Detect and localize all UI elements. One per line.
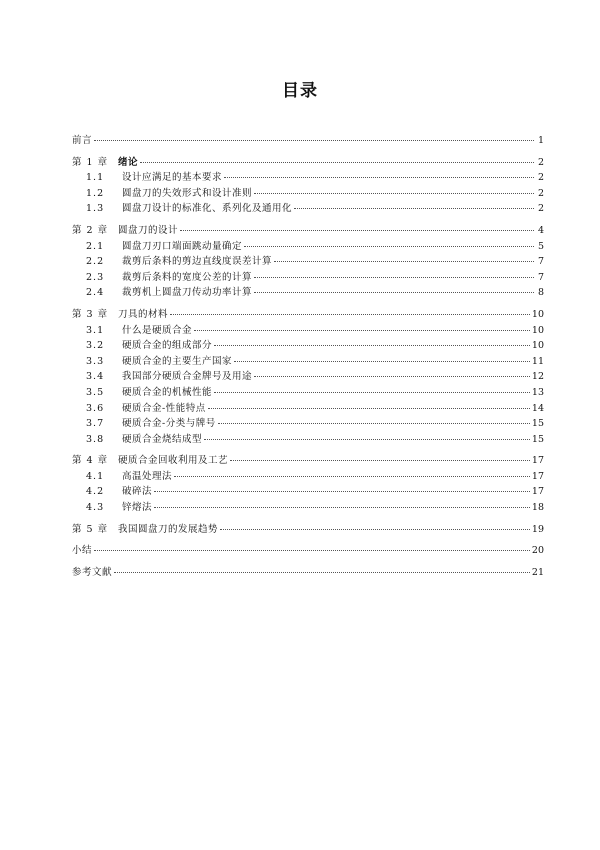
toc-entry-page-number: 8 (537, 287, 544, 299)
toc-entry-label: 设计应满足的基本要求 (122, 172, 223, 184)
toc-section-entry[interactable] (72, 285, 544, 301)
toc-dot-leader (244, 246, 534, 247)
toc-entry-page-number: 15 (531, 418, 544, 430)
toc-entry-label: 刀具的材料 (118, 308, 169, 320)
toc-entry-page-number: 10 (531, 324, 544, 336)
toc-entry-number: 3.2 (86, 340, 105, 352)
toc-entry-number: 第 1 章 (72, 156, 109, 168)
toc-entry-label: 裁剪机上圆盘刀传动功率计算 (122, 287, 253, 299)
toc-dot-leader (174, 476, 530, 477)
toc-section-entry[interactable] (72, 186, 544, 202)
toc-section-entry[interactable] (72, 369, 544, 385)
toc-entry-page-number: 1 (537, 135, 544, 146)
toc-entry-page-number: 21 (531, 566, 544, 578)
toc-section-entry[interactable] (72, 170, 544, 186)
toc-entry-label: 圆盘刀的设计 (118, 224, 179, 236)
toc-dot-leader (208, 408, 530, 409)
toc-entry-number: 1.1 (86, 172, 105, 184)
toc-entry-page-number: 17 (531, 470, 544, 482)
toc-dot-leader (140, 162, 534, 163)
toc-section-entry[interactable] (72, 385, 544, 401)
toc-dot-leader (254, 376, 530, 377)
toc-dot-leader (254, 292, 534, 293)
toc-entry-number: 第 2 章 (72, 224, 109, 236)
toc-entry-number: 4.3 (86, 502, 105, 514)
toc-section-entry[interactable] (72, 323, 544, 339)
page-title: 目录 (282, 81, 318, 101)
toc-dot-leader (94, 550, 530, 551)
toc-section-entry[interactable] (72, 254, 544, 270)
toc-entry-page-number: 17 (531, 486, 544, 498)
toc-entry-page-number: 17 (531, 455, 544, 467)
toc-entry-page-number: 2 (537, 203, 544, 215)
toc-entry-label: 硬质合金回收利用及工艺 (118, 455, 229, 467)
toc-entry-label: 硬质合金的机械性能 (122, 386, 213, 398)
toc-dot-leader (214, 345, 530, 346)
toc-entry-label: 裁剪后条料的宽度公差的计算 (122, 271, 253, 283)
toc-entry-page-number: 4 (537, 224, 544, 236)
toc-dot-leader (254, 277, 534, 278)
toc-dot-leader (230, 460, 530, 461)
toc-section-entry[interactable] (72, 201, 544, 217)
toc-section-entry[interactable] (72, 484, 544, 500)
toc-dot-leader (294, 208, 534, 209)
toc-section-entry[interactable] (72, 239, 544, 255)
toc-entry-label: 我国部分硬质合金牌号及用途 (122, 371, 253, 383)
toc-chapter-entry[interactable] (72, 223, 544, 239)
toc-chapter-entry[interactable] (72, 543, 544, 559)
toc-chapter-entry[interactable] (72, 522, 544, 538)
toc-section-entry[interactable] (72, 416, 544, 432)
toc-entry-page-number: 2 (537, 172, 544, 184)
toc-dot-leader (224, 177, 534, 178)
toc-dot-leader (214, 392, 530, 393)
toc-entry-page-number: 2 (537, 187, 544, 199)
toc-entry-label: 参考文献 (72, 566, 113, 578)
toc-chapter-entry[interactable] (72, 155, 544, 171)
toc-entry-page-number: 12 (531, 371, 544, 383)
toc-entry-page-number: 2 (537, 156, 544, 168)
toc-entry-page-number: 10 (531, 308, 544, 320)
toc-entry-page-number: 18 (531, 502, 544, 514)
toc-section-entry[interactable] (72, 354, 544, 370)
toc-dot-leader (194, 330, 530, 331)
toc-entry-label: 硬质合金的主要生产国家 (122, 355, 233, 367)
toc-dot-leader (170, 314, 530, 315)
toc-entry-number: 3.1 (86, 324, 105, 336)
table-of-contents (72, 133, 544, 580)
toc-dot-leader (114, 572, 530, 573)
toc-entry-label: 绪论 (118, 156, 139, 168)
toc-entry-label: 硬质合金-分类与牌号 (122, 418, 216, 430)
toc-entry-page-number: 11 (531, 355, 544, 367)
toc-entry-number: 1.2 (86, 187, 105, 199)
toc-dot-leader (204, 439, 530, 440)
toc-section-entry[interactable] (72, 401, 544, 417)
toc-dot-leader (220, 529, 530, 530)
toc-entry-number: 3.3 (86, 355, 105, 367)
toc-entry-number: 2.3 (86, 271, 105, 283)
toc-entry-number: 3.5 (86, 386, 105, 398)
toc-entry-number: 3.6 (86, 402, 105, 414)
toc-entry-label: 硬质合金的组成部分 (122, 340, 213, 352)
toc-section-entry[interactable] (72, 469, 544, 485)
toc-chapter-entry[interactable] (72, 565, 544, 581)
toc-section-entry[interactable] (72, 338, 544, 354)
toc-entry-number: 3.8 (86, 433, 105, 445)
toc-entry-page-number: 13 (531, 386, 544, 398)
toc-entry-label: 我国圆盘刀的发展趋势 (118, 523, 219, 535)
toc-dot-leader (180, 230, 534, 231)
toc-entry-page-number: 15 (531, 433, 544, 445)
toc-entry-page-number: 20 (531, 545, 544, 557)
toc-entry-number: 2.2 (86, 256, 105, 268)
toc-dot-leader (154, 491, 530, 492)
toc-chapter-entry[interactable] (72, 133, 544, 149)
toc-entry-label: 圆盘刀刃口端面跳动量确定 (122, 240, 243, 252)
toc-dot-leader (234, 361, 530, 362)
toc-section-entry[interactable] (72, 500, 544, 516)
toc-entry-number: 2.4 (86, 287, 105, 299)
toc-section-entry[interactable] (72, 432, 544, 448)
toc-chapter-entry[interactable] (72, 453, 544, 469)
toc-entry-number: 3.7 (86, 418, 105, 430)
toc-entry-number: 3.4 (86, 371, 105, 383)
toc-entry-number: 4.1 (86, 470, 105, 482)
toc-entry-page-number: 19 (531, 523, 544, 535)
toc-entry-page-number: 5 (537, 240, 544, 252)
toc-entry-page-number: 10 (531, 340, 544, 352)
toc-entry-label: 锌熔法 (122, 502, 153, 514)
toc-dot-leader (154, 507, 530, 508)
toc-entry-label: 前言 (72, 135, 93, 146)
toc-entry-number: 2.1 (86, 240, 105, 252)
toc-entry-label: 破碎法 (122, 486, 153, 498)
toc-dot-leader (218, 423, 530, 424)
toc-entry-number: 第 4 章 (72, 455, 109, 467)
toc-dot-leader (94, 140, 534, 141)
toc-entry-label: 硬质合金-性能特点 (122, 402, 206, 414)
toc-entry-number: 第 3 章 (72, 308, 109, 320)
toc-entry-label: 小结 (72, 545, 93, 557)
toc-entry-number: 4.2 (86, 486, 105, 498)
toc-entry-number: 1.3 (86, 203, 105, 215)
toc-entry-label: 什么是硬质合金 (122, 324, 193, 336)
toc-dot-leader (254, 193, 534, 194)
toc-entry-label: 高温处理法 (122, 470, 173, 482)
toc-chapter-entry[interactable] (72, 307, 544, 323)
toc-section-entry[interactable] (72, 270, 544, 286)
toc-dot-leader (274, 261, 534, 262)
toc-entry-label: 裁剪后条料的剪边直线度误差计算 (122, 256, 273, 268)
toc-entry-page-number: 7 (537, 271, 544, 283)
toc-entry-page-number: 7 (537, 256, 544, 268)
toc-entry-label: 圆盘刀设计的标准化、系列化及通用化 (122, 203, 293, 215)
toc-entry-label: 硬质合金烧结成型 (122, 433, 203, 445)
toc-entry-label: 圆盘刀的失效形式和设计准则 (122, 187, 253, 199)
toc-entry-page-number: 14 (531, 402, 544, 414)
toc-entry-number: 第 5 章 (72, 523, 109, 535)
